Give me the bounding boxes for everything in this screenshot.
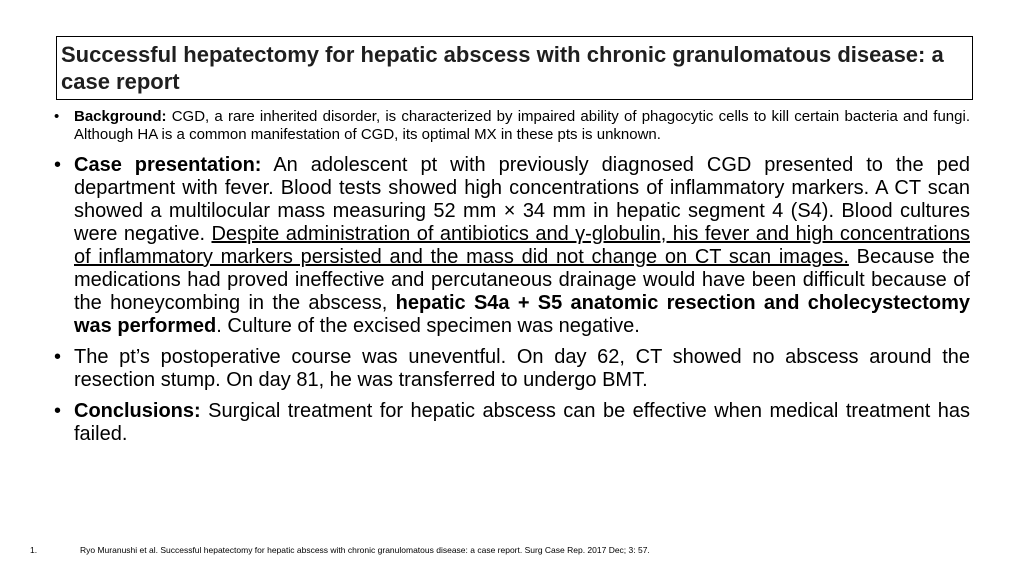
bullet-icon: • xyxy=(54,154,62,176)
footnote-text: Ryo Muranushi et al. Successful hepatectomy for hepatic abscess with chronic granulomatous disease: a case report. Surg Case Rep. 2017 Dec; 3: 57. xyxy=(80,545,650,555)
postop-text: The pt’s postoperative course was uneventful. On day 62, CT showed no abscess around the resection stump. On day 81, he was transferred to undergo BMT. xyxy=(74,346,970,391)
case-text-1: An adolescent pt with previously diagnosed CGD presented to the ped department with fever. Blood tests showed high concentrations of inflammatory markers. A CT scan showed a multilocular mass measuring 52 mm × 34 mm in hepatic segment 4 (S4). Blood cultures were negative. xyxy=(74,154,970,245)
bullet-conclusions xyxy=(50,400,970,446)
footnote-number: 1. xyxy=(30,545,38,555)
bullet-icon: • xyxy=(54,346,62,368)
footnote xyxy=(30,544,990,556)
case-label: Case presentation: xyxy=(74,154,262,176)
slide-title xyxy=(56,36,973,100)
bullet-background xyxy=(50,108,970,144)
bullet-icon: • xyxy=(54,400,62,422)
background-label: Background: xyxy=(74,108,167,125)
conclusions-text: Surgical treatment for hepatic abscess can be effective when medical treatment has failed. xyxy=(74,400,970,445)
slide-title-text: Successful hepatectomy for hepatic abscess with chronic granulomatous disease: a case report xyxy=(61,42,944,94)
conclusions-label: Conclusions: xyxy=(74,400,201,422)
case-text-2: Because the medications had proved ineffective and percutaneous drainage would have been difficult because of the honeycombing in the abscess, xyxy=(74,246,971,314)
case-text-3: . Culture of the excised specimen was negative. xyxy=(216,315,640,337)
case-underlined-text: Despite administration of antibiotics and γ-globulin, his fever and high concentrations of inflammatory markers persisted and the mass did not change on CT scan images. xyxy=(74,223,970,268)
bullet-postoperative xyxy=(50,346,970,392)
bullet-case-presentation xyxy=(50,154,970,338)
background-text: CGD, a rare inherited disorder, is characterized by impaired ability of phagocytic cells to kill certain bacteria and fungi. Although HA is a common manifestation of CGD, its optimal MX in these pts is unknown. xyxy=(74,108,970,143)
bullet-icon: • xyxy=(54,108,60,125)
bullet-list xyxy=(50,108,970,446)
case-bold-text: hepatic S4a + S5 anatomic resection and cholecystectomy was performed xyxy=(74,292,970,337)
